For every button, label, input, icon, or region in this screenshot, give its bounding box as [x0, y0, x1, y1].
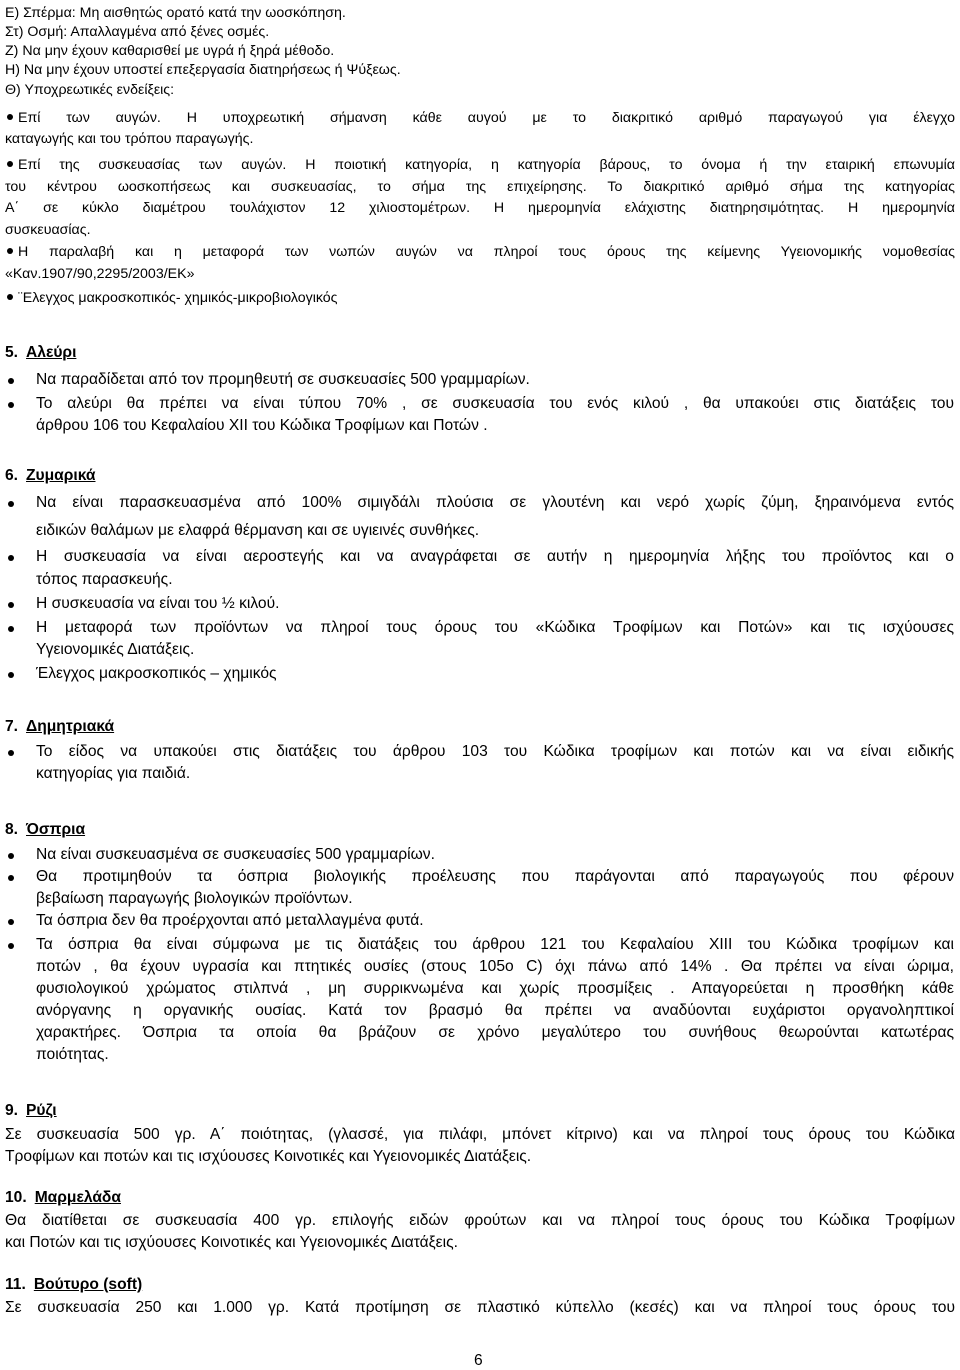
- bullet-icon: [8, 555, 14, 561]
- bullet-icon: [8, 672, 14, 678]
- packaging-line3: Α΄ σε κύκλο διαμέτρου τουλάχιστον 12 χιλιοστομέτρων. Η ημερομηνία ελάχιστης διατηρησιμότητας. Η ημερομηνία: [5, 200, 955, 216]
- jam-line1: Θα διατίθεται σε συσκευασία 400 γρ. επιλογής ειδών φρούτων και να πληροί τους όρους του Κώδικα Τροφίμων: [5, 1212, 955, 1229]
- jam-line2: και Ποτών και τις ισχύουσες Κοινοτικές και Υγειονομικές Διατάξεις.: [5, 1234, 458, 1251]
- section-7-heading: 7. Δημητριακά: [5, 718, 115, 735]
- bullet-icon: [8, 943, 14, 949]
- section-5-heading: 5. Αλεύρι: [5, 344, 77, 361]
- control-line: ¨Ελεγχος μακροσκοπικός- χημικός-μικροβιολογικός: [5, 287, 338, 309]
- eggs-marking-line2: καταγωγής και του τρόπου παραγωγής.: [5, 131, 254, 147]
- bullet-icon: [7, 161, 13, 167]
- line-mandatory-labels: Θ) Υποχρεωτικές ενδείξεις:: [5, 82, 175, 98]
- line-cleaning: Ζ) Να μην έχουν καθαρισθεί με υγρά ή ξηρά μέθοδο.: [5, 43, 335, 59]
- eggs-marking-line1: Επί των αυγών. Η υποχρεωτική σήμανση κάθε αυγού με το διακριτικό αριθμό παραγωγού για έλεγχο: [5, 107, 955, 129]
- bullet-icon: [7, 248, 13, 254]
- bullet-icon: [8, 875, 14, 881]
- bullet-icon: [8, 402, 14, 408]
- bullet-icon: [8, 378, 14, 384]
- section-8-heading: 8. Όσπρια: [5, 821, 86, 838]
- bullet-icon: [7, 114, 13, 120]
- line-sperm: Ε) Σπέρμα: Μη αισθητώς ορατό κατά την ωοσκόπηση.: [5, 5, 346, 21]
- rice-line1: Σε συσκευασία 500 γρ. Α΄ ποιότητας, (γλασσέ, για πιλάφι, μπόνετ κίτρινο) και να πληροί τους όρους του Κώδικα: [5, 1126, 955, 1143]
- section-6-heading: 6. Ζυμαρικά: [5, 467, 96, 484]
- line-odor: Στ) Οσμή: Απαλλαγμένα από ξένες οσμές.: [5, 24, 270, 40]
- transport-line2: «Καν.1907/90,2295/2003/ΕΚ»: [5, 266, 195, 282]
- bullet-icon: [8, 626, 14, 632]
- page-number: 6: [474, 1352, 483, 1369]
- bullet-icon: [8, 853, 14, 859]
- section-11-heading: 11. Βούτυρο (soft): [5, 1276, 143, 1293]
- line-preservation: Η) Να μην έχουν υποστεί επεξεργασία διατηρήσεως ή Ψύξεως.: [5, 62, 401, 78]
- rice-line2: Τροφίμων και ποτών και τις ισχύουσες Κοινοτικές και Υγειονομικές Διατάξεις.: [5, 1148, 532, 1165]
- transport-line1: Η παραλαβή και η μεταφορά των νωπών αυγών να πληροί τους όρους της κείμενης Υγειονομικής νομοθεσίας: [5, 241, 955, 263]
- bullet-icon: [7, 294, 13, 300]
- section-10-heading: 10. Μαρμελάδα: [5, 1189, 121, 1206]
- bullet-icon: [8, 750, 14, 756]
- packaging-line1: Επί της συσκευασίας των αυγών. Η ποιοτική κατηγορία, η κατηγορία βάρους, το όνομα ή την εταιρική επωνυμία: [5, 154, 955, 176]
- butter-line1: Σε συσκευασία 250 και 1.000 γρ. Κατά προτίμηση σε πλαστικό κύπελλο (κεσές) και να πληροί τους όρους του: [5, 1299, 955, 1316]
- packaging-line4: συσκευασίας.: [5, 222, 91, 238]
- bullet-icon: [8, 602, 14, 608]
- bullet-icon: [8, 919, 14, 925]
- section-9-heading: 9. Ρύζι: [5, 1102, 57, 1119]
- document-page: Ε) Σπέρμα: Μη αισθητώς ορατό κατά την ωοσκόπηση. Στ) Οσμή: Απαλλαγμένα από ξένες οσμές. Ζ) Να μην έχουν καθαρισθεί με υγρά ή ξηρά μέθοδο. Η) Να μην έχουν υποστεί επεξεργασία διατηρήσεως ή Ψύξεως. Θ) Υποχρεωτικές ενδείξεις: Επί των αυγών. Η υποχρεωτική σήμανση κάθε αυγού με το διακριτικό αριθμό παραγωγού για έλεγχο καταγωγής και του τρόπου παραγωγής. Επί της συσκευασίας των αυγών. Η ποιοτική κατηγορία, η κατηγορία βάρους, το όνομα ή την εταιρική επωνυμία του κέντρου ωοσκοπήσεως και συσκευασίας, το σήμα της επιχείρησης. Το διακριτικό αριθμό σήμα της κατηγορίας Α΄ σε κύκλο διαμέτρου τουλάχιστον 12 χιλιοστομέτρων. Η ημερομηνία ελάχιστης διατηρησιμότητας. Η ημερομηνία συσκευασίας. Η παραλαβή και η μεταφορά των νωπών αυγών να πληροί τους όρους της κείμενης Υγειονομικής νομοθεσίας «Καν.1907/90,2295/2003/ΕΚ» ¨Ελεγχος μακροσκοπικός- χημικός-μικροβιολογικός 5. Αλεύρι Να παραδίδεται από τον προμηθευτή σε συσκευασίες 500 γραμμαρίων. Το αλεύρι θα πρέπει να είναι τύπου 70% , σε συσκευασία του ενός κιλού , θα υπακούει στις διατάξεις του άρθρου 106 του Κεφαλαίου ΧΙΙ του Κώδικα Τροφίμων και Ποτών . 6. Ζυμαρικά Να είναι παρασκευασμένα από 100% σιμιγδάλι πλούσια σε γλουτένη και νερό χωρίς ζύμη, ξηραινόμενα εντός ειδικών θαλάμων με ελαφρά θέρμανση και σε υγιεινές συνθήκες. Η συσκευασία να είναι αεροστεγής και να αναγράφεται σε αυτήν η ημερομηνία λήξης του προϊόντος και ο τόπος παρασκευής. Η συσκευασία να είναι του ½ κιλού. Η μεταφορά των προϊόντων να πληροί τους όρους του «Κώδικα Τροφίμων και Ποτών» και τις ισχύουσες Υγειονομικές Διατάξεις. Έλεγχος μακροσκοπικός – χημικός 7. Δημητριακά Το είδος να υπακούει στις διατάξεις του άρθρου 103 του Κώδικα τροφίμων και ποτών και να είναι ειδικής κατηγορίας για παιδιά. 8. Όσπρια Να είναι συσκευασμένα σε συσκευασίες 500 γραμμαρίων. Θα προτιμηθούν τα όσπρια βιολογικής προέλευσης που παράγονται από παραγωγούς που φέρουν βεβαίωση παραγωγής βιολογικών προϊόντων. Τα όσπρια δεν θα προέρχονται από μεταλλαγμένα φυτά. Τα όσπρια θα είναι σύμφωνα με τις διατάξεις του άρθρου 121 του Κεφαλαίου ΧΙΙΙ του Κώδικα τροφίμων και ποτών , θα έχουν υγρασία και πτητικές ουσίες (στους 105ο C) όχι πάνω από 14% . Θα πρέπει να είναι ώριμα, φυσιολογικού χρώματος στιλπνά , μη συρρικνωμένα και χωρίς προσμίξεις . Απαγορεύεται η προσθήκη κάθε ανόργανης η οργανικής ουσίας. Κατά τον βρασμό θα πρέπει να αναδύονται ευχάριστοι οργανοληπτικοί χαρακτήρες. Όσπρια τα οποία θα βράζουν σε χρόνο μεγαλύτερο του συνήθους θεωρούνται κατωτέρας ποιότητας. 9. Ρύζι Σε συσκευασία 500 γρ. Α΄ ποιότητας, (γλασσέ, για πιλάφι, μπόνετ κίτρινο) και να πληροί τους όρους του Κώδικα Τροφίμων και ποτών και τις ισχύουσες Κοινοτικές και Υγειονομικές Διατάξεις. 10. Μαρμελάδα Θα διατίθεται σε συσκευασία 400 γρ. επιλογής ειδών φρούτων και να πληροί τους όρους του Κώδικα Τροφίμων και Ποτών και τις ισχύουσες Κοινοτικές και Υγειονομικές Διατάξεις. 11. Βούτυρο (soft) Σε συσκευασία 250 και 1.000 γρ. Κατά προτίμηση σε πλαστικό κύπελλο (κεσές) και να πληροί τους όρους του 6: [0, 0, 960, 1369]
- bullet-icon: [8, 501, 14, 507]
- packaging-line2: του κέντρου ωοσκοπήσεως και συσκευασίας, το σήμα της επιχείρησης. Το διακριτικό αριθμό σήμα της κατηγορίας: [5, 179, 955, 195]
